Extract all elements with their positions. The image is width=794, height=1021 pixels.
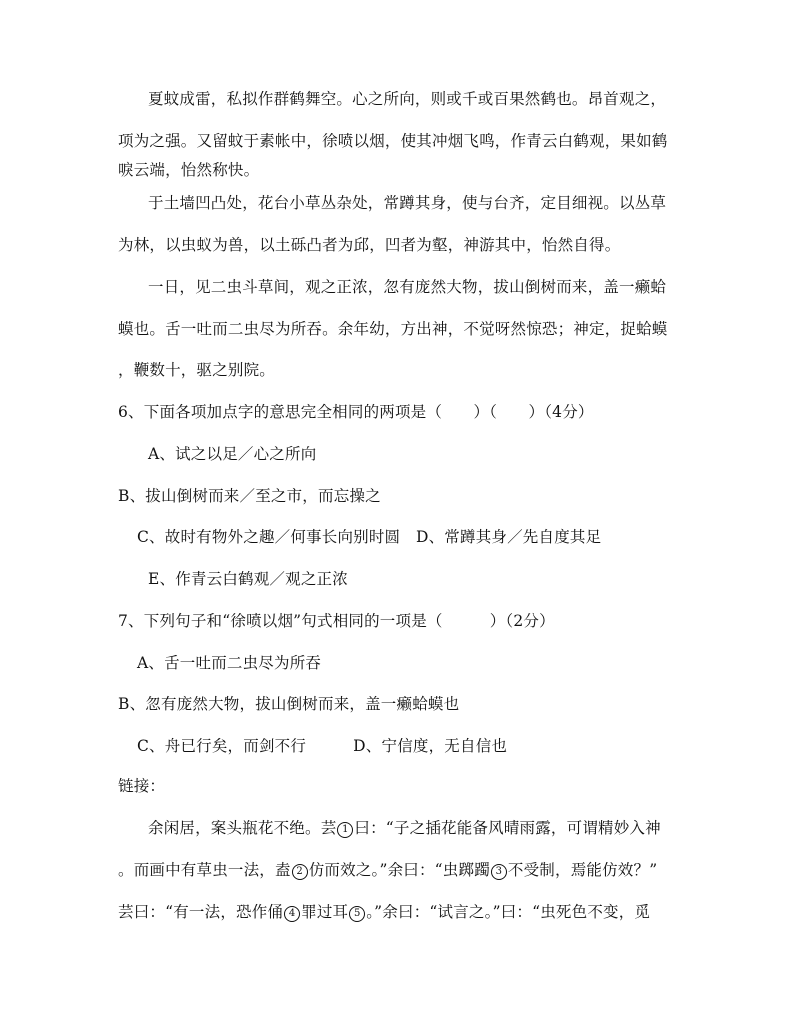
question-6-option-a: A、试之以足／心之所向 [148,445,317,463]
passage-line: 项为之强。又留蚊于素帐中，徐喷以烟，使其冲烟飞鸣，作青云白鹤观，果如鹤 [118,132,668,150]
link-text: 。”余曰：“试言之。”曰：“虫死色不变，觅 [366,903,651,921]
passage-line: 夏蚊成雷，私拟作群鹤舞空。心之所向，则或千或百果然鹤也。昂首观之， [148,90,667,108]
link-text: 。而画中有草虫一法，盍 [118,861,291,879]
link-heading: 链接： [118,777,166,795]
passage-line: 蟆也。舌一吐而二虫尽为所吞。余年幼，方出神，不觉呀然惊恐；神定，捉蛤蟆 [118,320,668,338]
link-text: 不受制，焉能仿效？” [507,861,658,879]
question-6-option-b: B、拔山倒树而来／至之市，而忘操之 [118,487,381,505]
link-text: 曰：“子之插花能备风晴雨露，可谓精妙入神 [354,819,661,837]
question-6-option-e: E、作青云白鹤观／观之正浓 [148,570,348,588]
annotation-mark-4: 4 [284,906,300,922]
annotation-mark-1: 1 [337,822,353,838]
annotation-mark-3: 3 [491,864,507,880]
passage-line: 为林，以虫蚁为兽，以土砾凸者为邱，凹者为壑，神游其中，怡然自得。 [118,236,621,254]
link-text: 芸曰：“有一法，恐作俑 [118,903,284,921]
question-6-stem: 6、下面各项加点字的意思完全相同的两项是（ ）（ ）（4分） [118,403,594,421]
link-text: 余闲居，案头瓶花不绝。芸 [148,819,337,837]
passage-line: 一日，见二虫斗草间，观之正浓，忽有庞然大物，拔山倒树而来，盖一癞蛤 [148,278,667,296]
annotation-mark-2: 2 [292,864,308,880]
link-line-2 [118,860,686,880]
question-6-option-cd: C、故时有物外之趣／何事长向别时圆 D、常蹲其身／先自度其足 [137,528,602,546]
passage-line: 唳云端，怡然称快。 [118,161,260,179]
question-7-option-b: B、忽有庞然大物，拔山倒树而来，盖一癞蛤蟆也 [118,695,460,713]
link-line-3 [118,902,686,922]
link-text: 仿而效之。”余曰：“虫踯躅 [308,861,490,879]
passage-line: ，鞭数十，驱之别院。 [118,361,276,379]
question-7-stem: 7、下列句子和“徐喷以烟”句式相同的一项是（ ）（2分） [118,612,555,630]
link-text: 罪过耳 [301,903,349,921]
passage-line: 于土墙凹凸处，花台小草丛杂处，常蹲其身，使与台齐，定目细视。以丛草 [148,194,667,212]
question-7-option-a: A、舌一吐而二虫尽为所吞 [137,654,322,672]
annotation-mark-5: 5 [349,906,365,922]
question-7-option-cd: C、舟已行矣，而剑不行 D、宁信度，无自信也 [137,737,508,755]
link-line-1 [148,818,716,838]
